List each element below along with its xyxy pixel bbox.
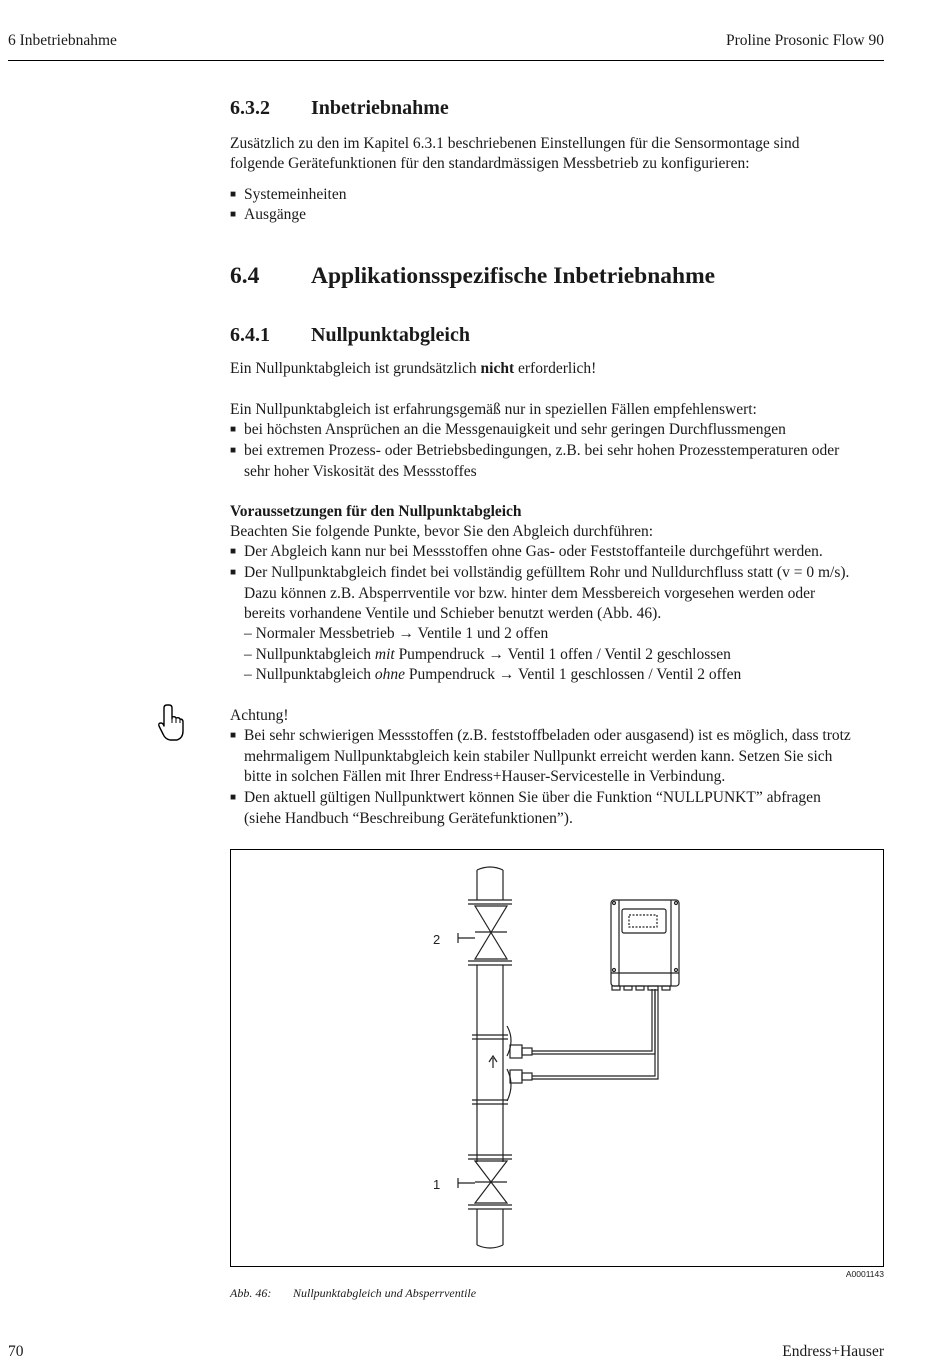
heading-number: 6.4 bbox=[230, 263, 260, 289]
list-item bbox=[230, 563, 890, 625]
heading-title: Inbetriebnahme bbox=[311, 97, 449, 119]
text-line: sehr hoher Viskosität des Messstoffes bbox=[244, 462, 477, 480]
valve-diagram bbox=[231, 850, 883, 1266]
subheading: Voraussetzungen für den Nullpunktabgleich bbox=[230, 503, 522, 520]
heading-6-4 bbox=[230, 263, 715, 290]
text-run: – Nullpunktabgleich bbox=[244, 666, 375, 683]
list-item bbox=[230, 441, 890, 482]
heading-6-4-1 bbox=[230, 324, 470, 347]
figure-caption bbox=[230, 1286, 476, 1301]
valve-2-label: 2 bbox=[433, 932, 441, 947]
heading-number: 6.4.1 bbox=[230, 324, 270, 346]
list-item: ■ Der Abgleich kann nur bei Messstoffen ohne Gas- oder Feststoffanteile durchgeführt werden. bbox=[230, 542, 890, 563]
text-line: Dazu können z.B. Absperrventile vor bzw. hinter dem Messbereich vorgesehen werden oder bbox=[244, 584, 816, 602]
paragraph bbox=[230, 359, 890, 380]
pointing-hand-icon bbox=[155, 703, 185, 743]
figure-id: A0001143 bbox=[845, 1269, 884, 1279]
text-run: Ein Nullpunktabgleich ist grundsätzlich bbox=[230, 360, 481, 377]
valve-1-label: 1 bbox=[433, 1177, 441, 1192]
heading-6-3-2 bbox=[230, 97, 449, 120]
list-item: ■ Systemeinheiten bbox=[230, 185, 890, 206]
caution-title: Achtung! bbox=[230, 707, 289, 724]
text-run: – Nullpunktabgleich bbox=[244, 646, 375, 663]
dash-item: – Normaler Messbetrieb → Ventile 1 und 2 offen bbox=[244, 625, 549, 642]
emphasis-text: mit bbox=[374, 646, 395, 663]
header-rule bbox=[8, 60, 884, 61]
list-item bbox=[230, 788, 890, 829]
heading-title: Applikationsspezifische Inbetriebnahme bbox=[311, 263, 716, 289]
text-line: Der Nullpunktabgleich findet bei vollständig gefülltem Rohr und Nulldurchfluss statt (v = 0 m/s). bbox=[244, 564, 850, 581]
page-number: 70 bbox=[8, 1343, 24, 1360]
list-item: ■ Ausgänge bbox=[230, 205, 890, 226]
text-line: Den aktuell gültigen Nullpunktwert können Sie über die Funktion “NULLPUNKT” abfragen bbox=[244, 789, 821, 806]
caption-number: Abb. 46: bbox=[230, 1286, 272, 1300]
footer-brand: Endress+Hauser bbox=[782, 1343, 884, 1360]
text-line: bei extremen Prozess- oder Betriebsbedingungen, z.B. bei sehr hohen Prozesstemperaturen oder bbox=[244, 442, 840, 459]
paragraph: Zusätzlich zu den im Kapitel 6.3.1 beschriebenen Einstellungen für die Sensormontage sind bbox=[230, 135, 800, 152]
text-line: bereits vorhandene Ventile und Schieber benutzt werden (Abb. 46). bbox=[244, 605, 662, 622]
text-line: bitte in solchen Fällen mit Ihrer Endress+Hauser-Servicestelle in Verbindung. bbox=[244, 768, 726, 785]
running-header-product: Proline Prosonic Flow 90 bbox=[725, 32, 884, 49]
text-line: mehrmaligem Nullpunktabgleich kein stabiler Nullpunkt erreicht werden kann. Setzen Sie sich bbox=[244, 747, 833, 765]
list-item: ■ bei höchsten Ansprüchen an die Messgenauigkeit und sehr geringen Durchflussmengen bbox=[230, 420, 890, 441]
heading-title: Nullpunktabgleich bbox=[311, 324, 470, 346]
text-run: Pumpendruck → Ventil 1 offen / Ventil 2 geschlossen bbox=[394, 646, 731, 663]
figure-frame bbox=[230, 849, 884, 1267]
heading-number: 6.3.2 bbox=[230, 97, 270, 119]
emphasis-text: ohne bbox=[374, 666, 406, 683]
dash-item bbox=[244, 645, 731, 666]
text-run: erforderlich! bbox=[514, 360, 597, 377]
paragraph: folgende Gerätefunktionen für den standardmässigen Messbetrieb zu konfigurieren: bbox=[230, 155, 750, 172]
paragraph: Beachten Sie folgende Punkte, bevor Sie den Abgleich durchführen: bbox=[230, 523, 654, 540]
paragraph: Ein Nullpunktabgleich ist erfahrungsgemäß nur in speziellen Fällen empfehlenswert: bbox=[230, 401, 757, 418]
list-item bbox=[230, 726, 890, 788]
text-line: Bei sehr schwierigen Messstoffen (z.B. feststoffbeladen oder ausgasend) ist es möglich, dass trotz bbox=[244, 727, 851, 744]
text-run: Pumpendruck → Ventil 1 geschlossen / Ventil 2 offen bbox=[405, 666, 742, 683]
dash-item bbox=[244, 665, 741, 686]
caption-text: Nullpunktabgleich und Absperrventile bbox=[293, 1286, 477, 1300]
emphasis-text: nicht bbox=[480, 360, 515, 377]
running-header-chapter: 6 Inbetriebnahme bbox=[8, 32, 117, 49]
text-line: (siehe Handbuch “Beschreibung Gerätefunktionen”). bbox=[244, 809, 573, 827]
